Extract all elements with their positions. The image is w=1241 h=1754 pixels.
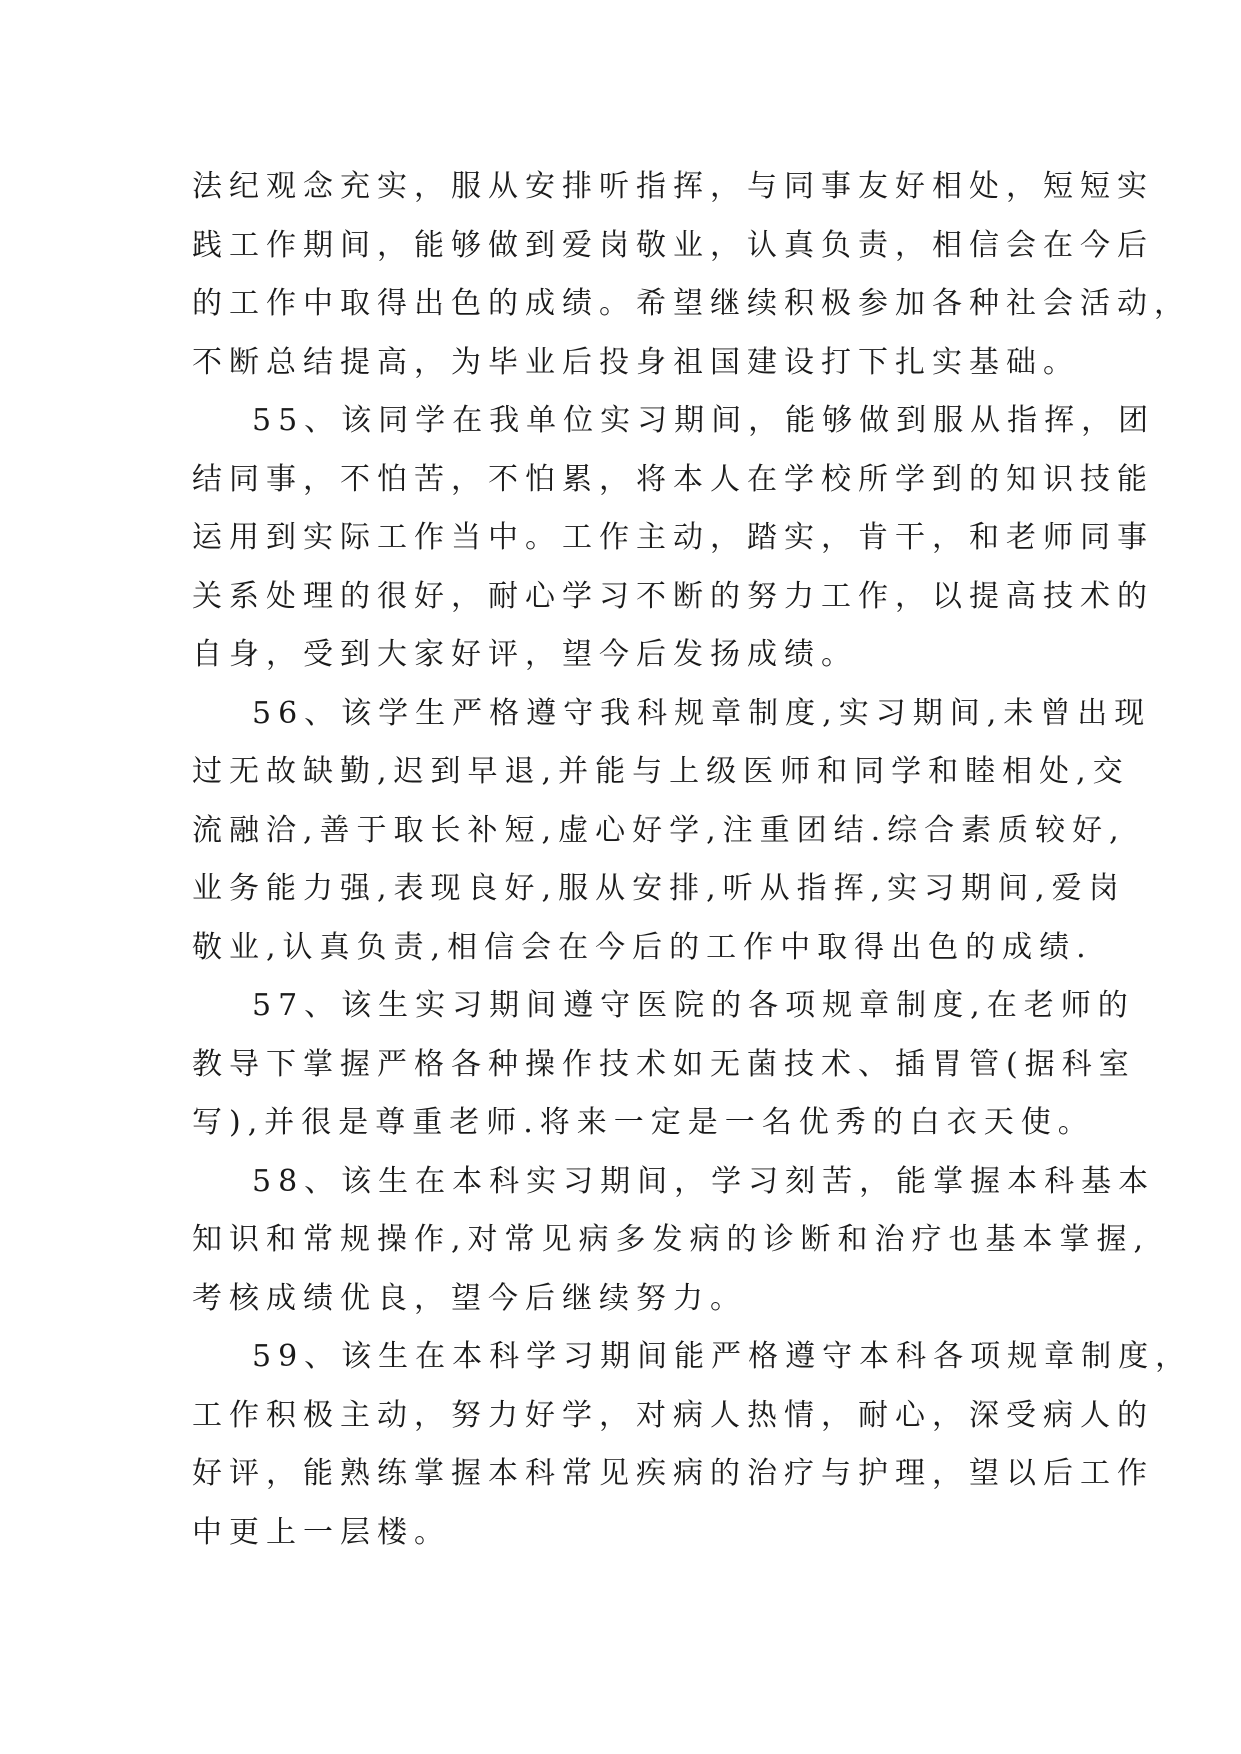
text-line: 法纪观念充实，服从安排听指挥，与同事友好相处，短短实 <box>192 169 1154 204</box>
text-line: 过无故缺勤,迟到早退,并能与上级医师和同学和睦相处,交 <box>192 754 1130 789</box>
text-line: 教导下掌握严格各种操作技术如无菌技术、插胃管(据科室 <box>192 1046 1136 1082</box>
paragraph-55-first-line: 55、该同学在我单位实习期间，能够做到服从指挥，团 <box>252 403 1156 438</box>
document-body <box>192 158 1193 1562</box>
text-line: 好评，能熟练掌握本科常见疾病的治疗与护理，望以后工作 <box>192 1456 1154 1491</box>
text-line: 敬业,认真负责,相信会在今后的工作中取得出色的成绩. <box>192 929 1093 965</box>
paragraph-57-first-line: 57、该生实习期间遵守医院的各项规章制度,在老师的 <box>252 988 1135 1023</box>
text-line: 工作积极主动，努力好学，对病人热情，耐心，深受病人的 <box>192 1397 1154 1433</box>
text-line: 知识和常规操作,对常见病多发病的诊断和治疗也基本掌握, <box>192 1222 1151 1257</box>
text-line: 自身，受到大家好评，望今后发扬成绩。 <box>192 637 858 672</box>
paragraph-59-first-line: 59、该生在本科学习期间能严格遵守本科各项规章制度， <box>252 1339 1193 1374</box>
text-line: 业务能力强,表现良好,服从安排,听从指挥,实习期间,爱岗 <box>192 871 1126 906</box>
paragraph-56-first-line: 56、该学生严格遵守我科规章制度,实习期间,未曾出现 <box>252 695 1152 731</box>
paragraph-58-first-line: 58、该生在本科实习期间，学习刻苦，能掌握本科基本 <box>252 1163 1156 1199</box>
text-line: 关系处理的很好，耐心学习不断的努力工作，以提高技术的 <box>192 578 1154 614</box>
text-line: 践工作期间，能够做到爱岗敬业，认真负责，相信会在今后 <box>192 227 1154 263</box>
text-line: 写),并很是尊重老师.将来一定是一名优秀的白衣天使。 <box>192 1105 1095 1140</box>
text-line: 流融洽,善于取长补短,虚心好学,注重团结.综合素质较好, <box>192 812 1126 848</box>
text-line: 的工作中取得出色的成绩。希望继续积极参加各种社会活动， <box>192 286 1191 321</box>
text-line: 考核成绩优良，望今后继续努力。 <box>192 1280 747 1316</box>
text-line: 中更上一层楼。 <box>192 1514 451 1550</box>
text-line: 运用到实际工作当中。工作主动，踏实，肯干，和老师同事 <box>192 520 1154 555</box>
text-line: 结同事，不怕苦，不怕累，将本人在学校所学到的知识技能 <box>192 461 1154 497</box>
text-line: 不断总结提高，为毕业后投身祖国建设打下扎实基础。 <box>192 344 1080 380</box>
